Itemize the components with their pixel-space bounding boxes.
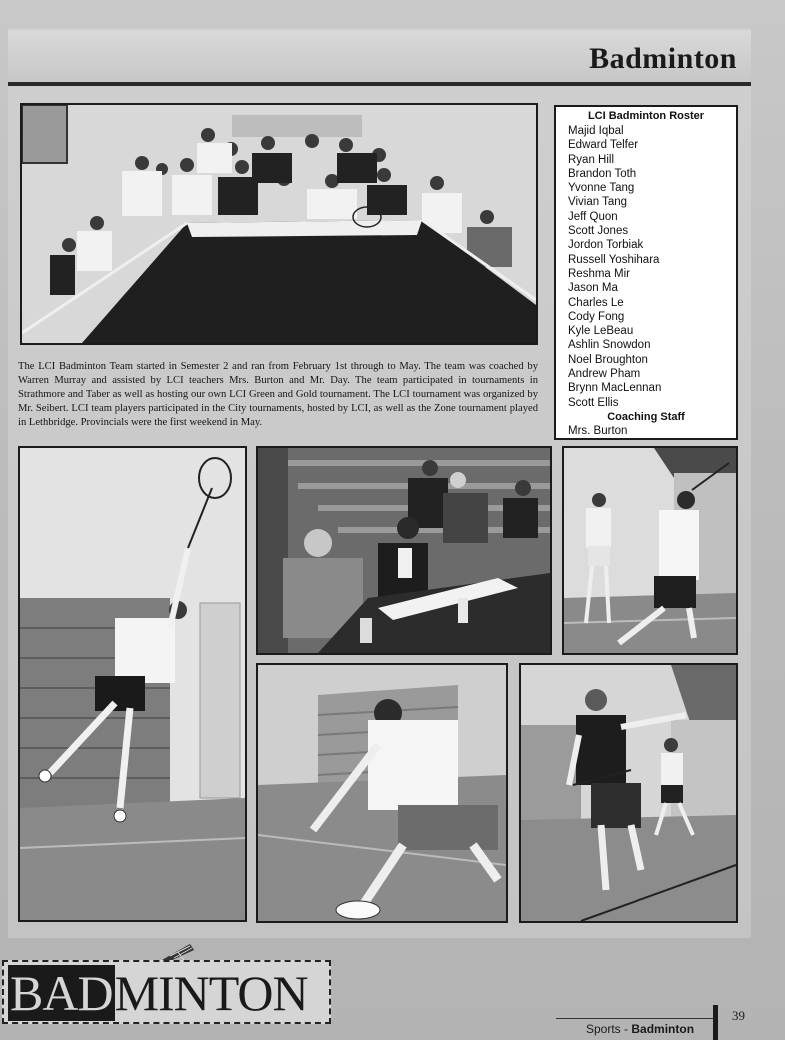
roster-player: Cody Fong [568,310,625,323]
officials-table-photo [256,446,552,655]
roster-player: Jordon Torbiak [568,239,644,252]
page-number: 39 [732,1008,745,1023]
roster-heading: LCI Badminton Roster [587,110,705,122]
roster-player: Yvonne Tang [568,182,635,195]
page-title: Badminton [589,42,737,75]
footer-divider [556,1018,716,1019]
roster-player: Charles Le [568,296,624,309]
title-bar [8,30,751,86]
roster-player: Jason Ma [568,282,618,295]
roster-player: Brandon Toth [568,167,637,180]
roster-player: Scott Ellis [568,396,619,409]
roster-player: Edward Telfer [568,139,639,152]
team-photo [20,103,538,345]
badminton-logo-text: BADMINTON [10,965,308,1021]
roster-player: Ryan Hill [568,153,615,166]
coaching-staff-heading: Coaching Staff [607,410,685,423]
roster-player: Noel Broughton [568,353,648,366]
roster-player: Andrew Pham [568,368,641,381]
footer-section-label: Sports - Badminton [586,1022,695,1036]
roster-list [556,124,736,410]
roster-player: Majid Iqbal [568,125,624,137]
lunge-player-photo [256,663,508,923]
roster-player: Brynn MacLennan [568,382,662,395]
two-players-photo [562,446,738,655]
roster-player: Ashlin Snowdon [568,339,651,352]
dark-shirt-player-photo [519,663,738,923]
roster-player: Jeff Quon [568,210,618,223]
roster-player: Scott Jones [568,225,629,238]
roster-box [554,105,738,440]
roster-player: Vivian Tang [568,196,628,209]
footer-bar [713,1005,718,1040]
shuttlecock-icon [160,940,196,962]
badminton-logo [2,960,331,1024]
action-photo-jump [18,446,247,922]
coach-name: Mrs. Burton [568,424,628,437]
article-caption: The LCI Badminton Team started in Semester 2 and ran from February 1st through to May. The team was coached by Warren Murray and assisted by LCI teachers Mrs. Burton and Mr. Day. The team participated in tournaments in Strathmore and Taber as well as hosting our own LCI Green and Gold tournament. The LCI tournament was organized by Mr. Seibert. LCI team players participated in the City tournaments, hosted by LCI, as well as the Zone tournament played in Lethbridge. Provincials were the first weekend in May. [18,361,538,428]
roster-player: Kyle LeBeau [568,325,634,338]
roster-player: Reshma Mir [568,267,630,280]
roster-player: Russell Yoshihara [568,253,660,266]
